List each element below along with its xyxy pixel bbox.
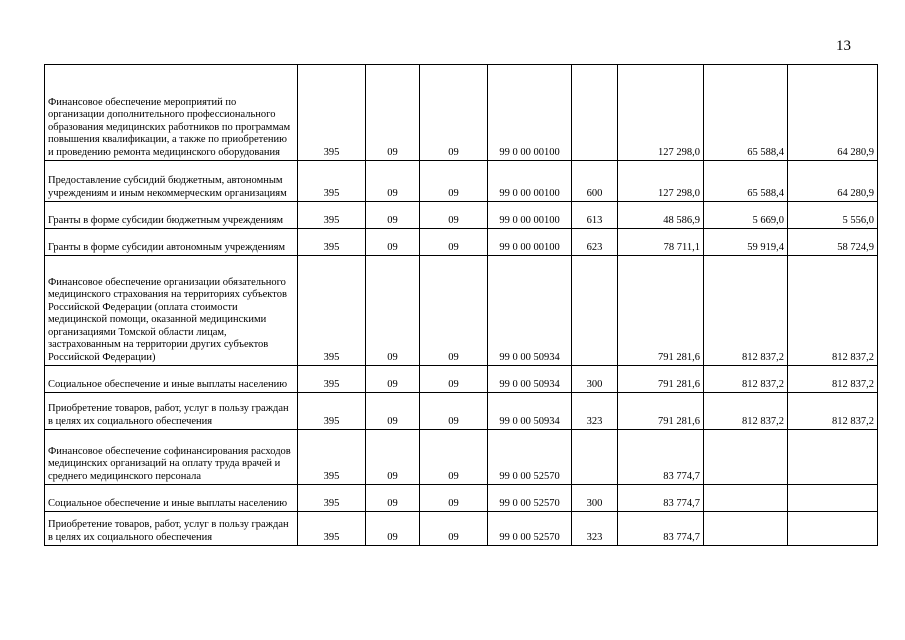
amount-year-1: 791 281,6 bbox=[618, 256, 704, 366]
row-name: Социальное обеспечение и иные выплаты населению bbox=[45, 485, 298, 512]
subsection-code: 09 bbox=[420, 161, 488, 202]
amount-year-2: 65 588,4 bbox=[704, 161, 788, 202]
expense-type: 323 bbox=[572, 393, 618, 430]
table-row bbox=[45, 366, 878, 393]
section-code: 09 bbox=[366, 65, 420, 161]
section-code: 09 bbox=[366, 229, 420, 256]
section-code: 09 bbox=[366, 485, 420, 512]
target-article: 99 0 00 00100 bbox=[488, 65, 572, 161]
ministry-code: 395 bbox=[298, 485, 366, 512]
page-number: 13 bbox=[836, 38, 851, 54]
amount-year-2: 812 837,2 bbox=[704, 256, 788, 366]
section-code: 09 bbox=[366, 256, 420, 366]
amount-year-1: 83 774,7 bbox=[618, 512, 704, 546]
ministry-code: 395 bbox=[298, 256, 366, 366]
ministry-code: 395 bbox=[298, 393, 366, 430]
target-article: 99 0 00 50934 bbox=[488, 393, 572, 430]
target-article: 99 0 00 00100 bbox=[488, 161, 572, 202]
amount-year-3 bbox=[788, 485, 878, 512]
table-row bbox=[45, 430, 878, 485]
subsection-code: 09 bbox=[420, 393, 488, 430]
amount-year-3: 812 837,2 bbox=[788, 366, 878, 393]
amount-year-2: 812 837,2 bbox=[704, 393, 788, 430]
amount-year-1: 127 298,0 bbox=[618, 65, 704, 161]
row-name: Гранты в форме субсидии автономным учреждениям bbox=[45, 229, 298, 256]
target-article: 99 0 00 52570 bbox=[488, 512, 572, 546]
amount-year-3: 64 280,9 bbox=[788, 161, 878, 202]
budget-table bbox=[44, 64, 878, 546]
row-name: Приобретение товаров, работ, услуг в пользу граждан в целях их социального обеспечения bbox=[45, 512, 298, 546]
ministry-code: 395 bbox=[298, 161, 366, 202]
section-code: 09 bbox=[366, 393, 420, 430]
expense-type: 323 bbox=[572, 512, 618, 546]
table-row bbox=[45, 256, 878, 366]
target-article: 99 0 00 52570 bbox=[488, 485, 572, 512]
target-article: 99 0 00 50934 bbox=[488, 366, 572, 393]
amount-year-3 bbox=[788, 512, 878, 546]
table-row bbox=[45, 485, 878, 512]
subsection-code: 09 bbox=[420, 430, 488, 485]
row-name: Предоставление субсидий бюджетным, автономным учреждениям и иным некоммерческим организациям bbox=[45, 161, 298, 202]
amount-year-1: 127 298,0 bbox=[618, 161, 704, 202]
amount-year-2: 5 669,0 bbox=[704, 202, 788, 229]
amount-year-2: 59 919,4 bbox=[704, 229, 788, 256]
subsection-code: 09 bbox=[420, 229, 488, 256]
expense-type: 300 bbox=[572, 485, 618, 512]
subsection-code: 09 bbox=[420, 202, 488, 229]
row-name: Приобретение товаров, работ, услуг в пользу граждан в целях их социального обеспечения bbox=[45, 393, 298, 430]
table-row bbox=[45, 202, 878, 229]
subsection-code: 09 bbox=[420, 366, 488, 393]
section-code: 09 bbox=[366, 202, 420, 229]
expense-type: 623 bbox=[572, 229, 618, 256]
table-row bbox=[45, 161, 878, 202]
amount-year-3 bbox=[788, 430, 878, 485]
table-row bbox=[45, 393, 878, 430]
amount-year-1: 791 281,6 bbox=[618, 366, 704, 393]
amount-year-3: 812 837,2 bbox=[788, 393, 878, 430]
amount-year-3: 812 837,2 bbox=[788, 256, 878, 366]
target-article: 99 0 00 00100 bbox=[488, 202, 572, 229]
amount-year-1: 791 281,6 bbox=[618, 393, 704, 430]
target-article: 99 0 00 00100 bbox=[488, 229, 572, 256]
expense-type bbox=[572, 65, 618, 161]
table-row bbox=[45, 512, 878, 546]
subsection-code: 09 bbox=[420, 485, 488, 512]
row-name: Финансовое обеспечение мероприятий по организации дополнительного профессионального образования медицинских работников по программам повышения квалификации, а также по приобретению и проведению ремонта медицинского оборудования bbox=[45, 65, 298, 161]
ministry-code: 395 bbox=[298, 512, 366, 546]
section-code: 09 bbox=[366, 366, 420, 393]
section-code: 09 bbox=[366, 161, 420, 202]
expense-type bbox=[572, 430, 618, 485]
subsection-code: 09 bbox=[420, 65, 488, 161]
table-row bbox=[45, 229, 878, 256]
amount-year-2: 65 588,4 bbox=[704, 65, 788, 161]
amount-year-3: 5 556,0 bbox=[788, 202, 878, 229]
row-name: Социальное обеспечение и иные выплаты населению bbox=[45, 366, 298, 393]
expense-type: 613 bbox=[572, 202, 618, 229]
expense-type: 600 bbox=[572, 161, 618, 202]
ministry-code: 395 bbox=[298, 65, 366, 161]
section-code: 09 bbox=[366, 430, 420, 485]
row-name: Финансовое обеспечение софинансирования расходов медицинских организаций на оплату труда врачей и среднего медицинского персонала bbox=[45, 430, 298, 485]
subsection-code: 09 bbox=[420, 512, 488, 546]
amount-year-1: 83 774,7 bbox=[618, 485, 704, 512]
expense-type bbox=[572, 256, 618, 366]
amount-year-1: 48 586,9 bbox=[618, 202, 704, 229]
amount-year-2 bbox=[704, 485, 788, 512]
amount-year-1: 78 711,1 bbox=[618, 229, 704, 256]
ministry-code: 395 bbox=[298, 229, 366, 256]
row-name: Финансовое обеспечение организации обязательного медицинского страхования на территориях субъектов Российской Федерации (оплата стоимости медицинской помощи, оказанной медицинскими организациями Томской области лицам, застрахованным на территории других субъектов Российской Федерации) bbox=[45, 256, 298, 366]
table-row bbox=[45, 65, 878, 161]
subsection-code: 09 bbox=[420, 256, 488, 366]
amount-year-1: 83 774,7 bbox=[618, 430, 704, 485]
target-article: 99 0 00 52570 bbox=[488, 430, 572, 485]
amount-year-2 bbox=[704, 512, 788, 546]
amount-year-2: 812 837,2 bbox=[704, 366, 788, 393]
expense-type: 300 bbox=[572, 366, 618, 393]
amount-year-3: 58 724,9 bbox=[788, 229, 878, 256]
amount-year-2 bbox=[704, 430, 788, 485]
row-name: Гранты в форме субсидии бюджетным учреждениям bbox=[45, 202, 298, 229]
amount-year-3: 64 280,9 bbox=[788, 65, 878, 161]
table-body bbox=[45, 65, 878, 546]
section-code: 09 bbox=[366, 512, 420, 546]
ministry-code: 395 bbox=[298, 202, 366, 229]
target-article: 99 0 00 50934 bbox=[488, 256, 572, 366]
ministry-code: 395 bbox=[298, 430, 366, 485]
ministry-code: 395 bbox=[298, 366, 366, 393]
